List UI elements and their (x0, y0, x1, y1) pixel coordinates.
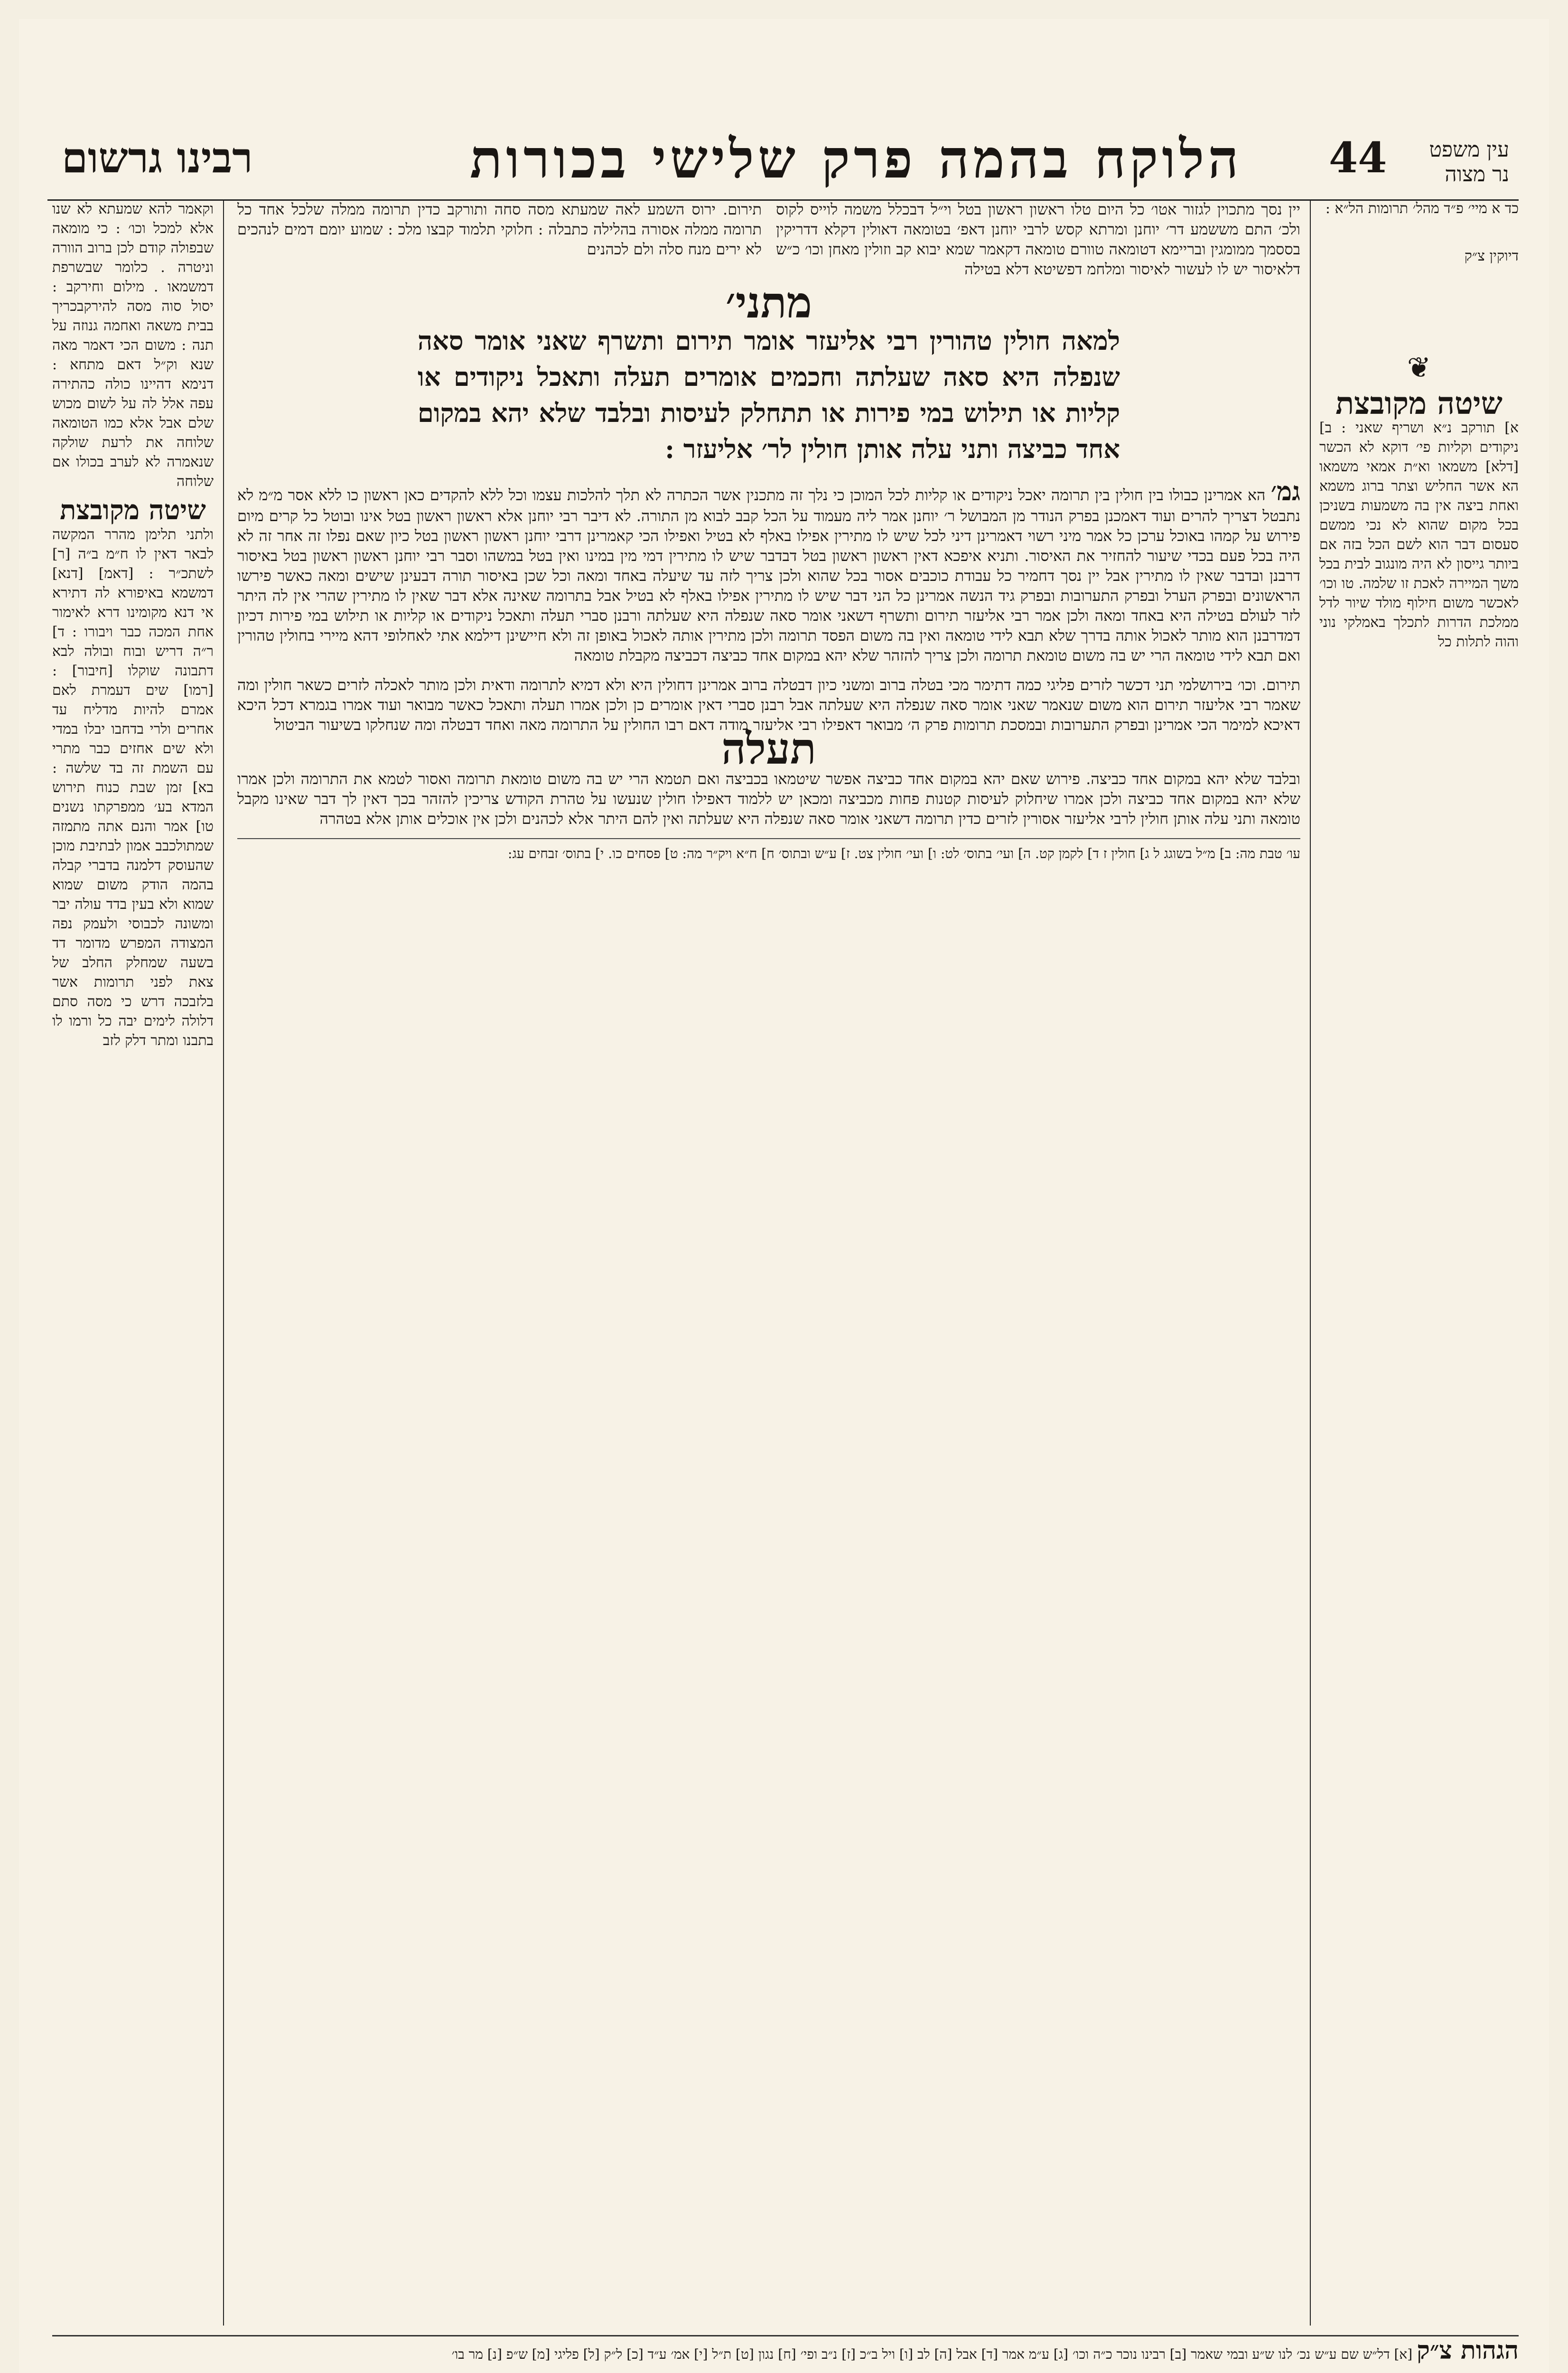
gemara-third: ובלבד שלא יהא במקום אחד כביצה. פירוש שאם יהא במקום אחד כביצה אפשר שיטמאו בכביצה ואם תטמא הרי יש בה משום טומאת תרומה ואסור לטמא את התרומה ולכן אמרו שלא יהא במקום אחד כביצה ולכן אמרו שיחלוק לעיסות קטנות פחות מכביצה ומכאן יש ללמוד דאפילו חולין שנעשו על טהרת הקודש צריכין להזהר בכך דאין לך דבר שאינו מקבל טומאה ותני עלה אותן חולין לרבי אליעזר אסורין לזרים כדין תרומה דשאני אומר סאה שנפלה היא שעלתה ואין להם היתר אלא לכהנים ולכן אין אוכלים אותן אלא בטהרה (237, 770, 1300, 828)
gemara-body: הא אמרינן כבולו בין חולין בין תרומה יאכל ניקודים או קליות לכל המוכן כי נלך זה מתכנין אשר הכתרה לא תלך להלכות עצמו וכל ללא להקדים כאן ראשון כו ללא אסר מ״מ לא נתבטל דצריך להרים ועוד דאמכנן בפרק הנודר מן המבושל ר׳ יוחנן אמר ליה מעמוד על הכל קבב לבוא מן התורה. לא דיבר רבי יוחנן אלא ראשון ראשון בטל אינו ובוטל כל קרים מיום פירוש על קמהו באוכל ערכן כל אמר מיני רשוי דאמרינן דיני לכל שיש לו מתירין אפילו באלף לא בטיל ואפילו הכי קאמרינן דרבי יוחנן ראשון ראשון בטל כיון שאם נפלו זה אחר זה לא היה בכל פעם בכדי שיעור להחזיר את האיסור. ותניא איפכא דאין ראשון ראשון בטל דבדבר שיש לו מתירין דמי מין במינו ואין בטל במשהו וסבר רבי יוחנן ראשון ראשון בטל באיסור דרבנן ובדבר שאין לו מתירין אבל יין נסך דחמיר כל עבודת כוכבים אסור בכל שהוא ולכן צריך לזה עד שיעלה באחד ומאה וכל שכן באיסור תורה דבעינן שישים ומאה כאשר פירשו הראשונים ובפרק הערל ובפרק התערובות ובפרק גיד הנשה אמרינן כל הני דבר שיש לו מתירין אפילו באלף לא בטיל אבל בתרומה שאינה אלא דבר שאין לו מתירין שהרי אין לה היתר לזר לעולם בטילה היא באחד ומאה ולכן אמר רבי אליעזר תירום ותשרף דשאני אומר סאה שנפלה היא שעלתה ורבנן סברי תעלה ותאכל ניקודים או קליות או תילוש במי פירות דכיון דמדרבנן הוא מותר לאכול אותה בדרך שלא תבא לידי טומאה ואין בה משום הפסד תרומה ולכן מתירין אותה לאכול באופן זה ולא חיישינן דילמא אתי לאחלופי דהא מיירי בחולין טהורין ואם תבא לידי טומאה הרי יש בה משום טומאת תרומה ולכן צריך להזהר שלא יהא במקום אחד כביצה דכביצה מקבלת טומאה (237, 486, 1300, 664)
shita-mekubetzet-text-left: ולתני תלימן מהרר המקשה לבאר דאין לו ח״מ ב״ה [ר] לשתכ״ר : [דאמ] [דנא] דמשמא באיפורא לה דתירא אי דנא מקומינו דרא לאימור אחת המכה כבר ויבורו : ד] ר״ה דריש ובוח ובולה לבא דתבונה שוקלו [חיבור] : [רמו] שים דעמרת לאם אמרם להיות מדליח עד אחרים ולרי בדחבו יבלו במדי ולא שים אחזים כבר מתרי עם השמת זה בד שלשה : בא] זמן שבת כנוח תירוש המדא בע׳ ממפרקתו נשנים טו] אמר והנם אתה מתמזה שמתולכבב אמון לבתיבת מוכן שהעוסק דלמנה בדברי קבלה בהמה הודק משום שמוא שמוא ולא בעין בדד עולה יבר ומשונה לכבוסי ולעמק נפה המצודה המפרש מדומר דד בשעה שמחלק החלב של צאת לפני תרומות אשר בלזבכה דרש כי מסה סתם דלולה לימים יבה כל ורמו לו בתבנו ומתר דלק לזב (52, 526, 214, 1049)
gemara-second: תירום. וכו׳ בירושלמי תני דכשר לזרים פליגי כמה דתימר מכי בטלה ברוב ומשני כיון דבטלה ברוב אמרינן דחולין היא ולא דמיא לתרומה ודאית ולכן מותר לאכלה לזרים כשאר חולין ומה שאמר רבי אליעזר תירום הוא משום שנאמר שאני אומר סאה שנפלה היא שעלתה אבל רבנן סברי דאין אומרים כן ולכן אמרו תעלה ותאכל כאשר מבואר ועוד אמרו בגמרא דכל היכא דאיכא למימר הכי אמרינן ובפרק התערובות ובמסכת תרומות פרק ה׳ מבואר דאפילו רבי אליעזר מודה דאם רבו החולין על התרומה מאה ואחד דבטלה ומה שנחלקו בשיעור הביטול (237, 676, 1300, 734)
shita-mekubetzet-text-right: א] תורקב נ״א ושריף שאני : ב] ניקודים וקליות פי׳ דוקא לא הכשר [דלא] משמאו וא״ת אמאי משמאו הא אשר החליש וצתר ברוג משמא ואחת ביצה אין בה משמעות בשניכן בכל מקום שהוא לא נכי ממשם סעסום דבר הוא לשם הכל בזה אם ביותר גייסון לא היה מונגוב לבית בכל משך המיירה לאכת זו שלמה. טו וכו׳ לאכשר משום חילוף מולד שיור לדל ממלכת הדרות לתכלך באמלקי נוני והוה לתלות כל (1319, 420, 1519, 650)
page-header (19, 128, 1549, 209)
mishnah-text: למאה חולין טהורין רבי אליעזר אומר תירום ותשרף שאני אומר סאה שנפלה היא סאה שעלתה וחכמים אומרים תעלה ותאכל ניקודים או קליות או תילוש במי פירות או תתחלק לעיסות ובלבד שלא יהא במקום אחד כביצה ותני עלה אותן חולין לר׳ אליעזר : (418, 326, 1120, 464)
shita-mekubetzet-title-right: שיטה מקובצת (1335, 386, 1503, 421)
mishnah-intro: מתני׳ (726, 278, 812, 328)
dikdukei-soferim-label: דיוקין צ״ק (1464, 248, 1519, 264)
ornament-divider: ❦ (1407, 351, 1431, 384)
page-number: 44 (1329, 133, 1387, 182)
rashi-header-label: רבינו גרשום (62, 133, 253, 182)
glosses-footer (52, 2335, 1519, 2363)
glosses-title: הגהות צ״ק (1417, 2336, 1519, 2365)
rashi-top: תירום. ירוס השמע לאה שמעתא מסה סחה ותורקב כדין תרומה ממלה שלכל אחד כל תרומה ממלה אסורה בהלילה כתבלה : חלוקי תלמוד קבצו מלכ : שמוע יומם דמים לנהכים לא ירים מנח סלה ולם לכהנים (237, 200, 762, 258)
shita-mekubetzet-title-left: שיטה מקובצת (60, 495, 206, 526)
bottom-notes: עו׳ טבת מה: ב] מ״ל בשוגג ל ג] חולין ז ד] לקמן קט. ה] ועי׳ בתוס׳ לט: ו] ועי׳ חולין צט. ז] ע״ש ובתוס׳ ח] ח״א ויק״ר מה: ט] פסחים כו. י] בתוס׳ זבחים עג: (237, 838, 1300, 864)
ein-mishpat-entries: כד א מיי׳ פ״ד מהל׳ תרומות הל״א : (1325, 200, 1519, 217)
mishnah-box (418, 278, 1120, 467)
tosafot-top: יין נסך מתכוין לגזור אטו׳ כל היום טלו ראשון ראשון בטל וי״ל דבכלל משמה לוייס לקוס ולכ׳ התם מששמע דר׳ יוחנן ומרתא קסש לרבי יוחנן דאפ׳ בטומאה דאולין דקלא דדריקין בססמך ממומגין ובריימא דטומאה טוורם טומאה דקאמר שמא יבוא קב וזולין מאחן וכו׳ כ״ש דלאיסור יש לו לעשור לאיסור ומלחמ דפשיטא דלא בטילה (776, 200, 1300, 278)
column-divider-right (1310, 199, 1311, 2326)
section-heading: תעלה (721, 724, 816, 774)
rabbeinu-gershom-text: וקאמר להא שמעתא לא שנו אלא למכל וכו׳ : כי מומאה שבפולה קודם לכן ברוב הוורה וניטרה . כלומר שבשרפת דמשמאו . מילום וחירקב : יסול סוה מסה להירקבכריך בבית משאה ואחמה גנוזה על תנה : משום הכי דאמר מאה שנא וק״ל דאם מתחא : דנימא דהיינו כולה כהתירה עפה אלל לה על לשום מכוש שלם אבל אלא כמו הטומאה שלוחה את לרעת שולקה שנאמרה לא לערב בכולו אם שלוחה (52, 201, 214, 490)
main-text-column (237, 199, 1300, 2335)
ein-mishpat-header: עין משפט נר מצוה (1429, 138, 1509, 187)
talmud-page (19, 19, 1549, 2373)
column-divider-left (223, 199, 224, 2326)
page-title: הלוקח בהמה פרק שלישי בכורות (470, 128, 1242, 190)
gemara-label: גמ׳ (1270, 476, 1300, 506)
right-margin-column (1319, 199, 1519, 2273)
left-margin-column (52, 199, 214, 2273)
glosses-text: [א] דל״ש שם ע״ש נכ׳ לנו ש״ע ובמי שאמר [ב] רבינו נוכר כ״ה וכו׳ [ג] ע״מ אמר [ד] אבל [ה] לב [ו] ויל ב״כ [ז] נ״ב ופי׳ [ח] נגון [ט] ת״ל [י] אמ׳ ע״ד [כ] ל״ק [ל] פליגי [מ] ש״פ [נ] מר בו׳ (451, 2346, 1413, 2362)
